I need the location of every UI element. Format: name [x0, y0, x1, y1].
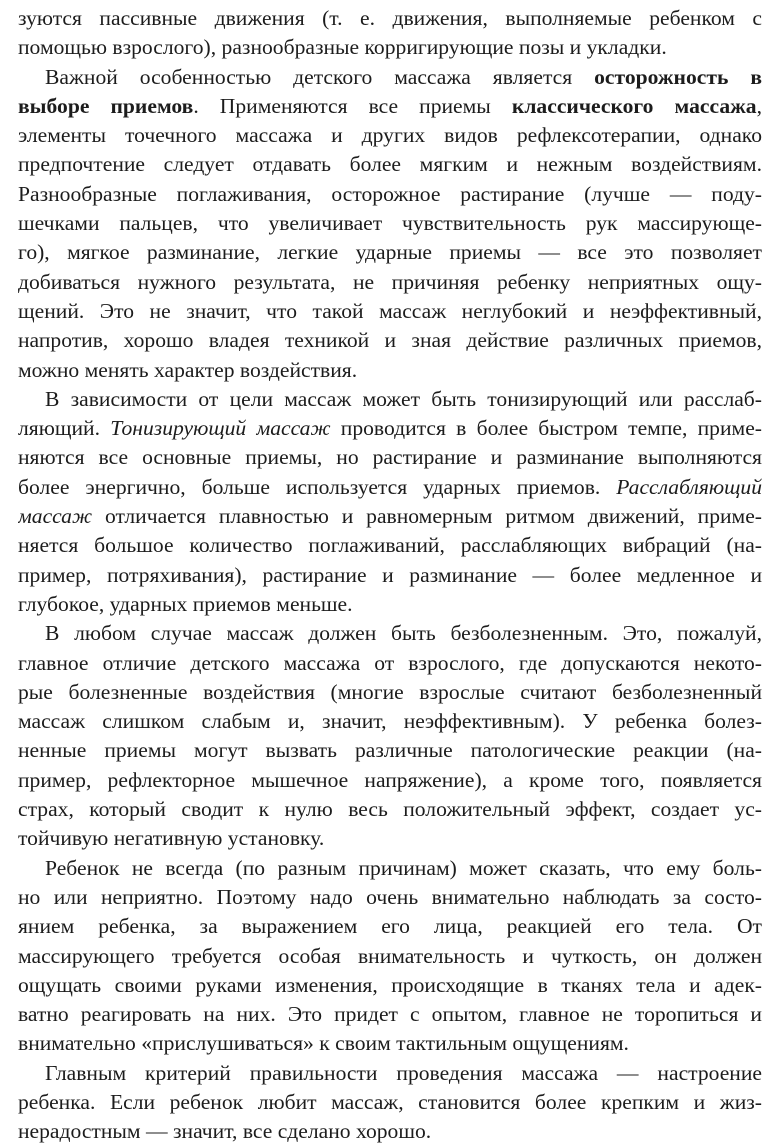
text-line — [18, 385, 762, 414]
text-line — [18, 297, 762, 326]
text-line — [18, 883, 762, 912]
text-line — [18, 326, 762, 355]
text-line — [18, 209, 762, 238]
text-run: глубокое, ударных приемов меньше. — [18, 591, 353, 616]
text-line — [18, 1059, 762, 1088]
text-run: предпочтение следует отдавать более мягким и нежным воздействиям. — [18, 152, 762, 177]
text-line — [18, 1088, 762, 1117]
text-run: щений. Это не значит, что такой массаж неглубокий и неэффективный, — [18, 298, 762, 323]
text-run: ляющий. — [18, 416, 111, 441]
text-run: янием ребенка, за выражением его лица, реакцией его тела. От — [18, 914, 762, 939]
text-run: няются все основные приемы, но растирание и разминание выполняются — [18, 445, 762, 470]
text-run: В зависимости от цели массаж может быть тонизирующий или расслаб- — [45, 386, 762, 411]
text-run: но или неприятно. Поэтому надо очень внимательно наблюдать за состо- — [18, 884, 762, 909]
text-italic: массаж — [18, 504, 93, 529]
text-line — [18, 707, 762, 736]
text-run: зуются пассивные движения (т. е. движения, выполняемые ребенком с — [18, 6, 762, 30]
text-line — [18, 443, 762, 472]
text-line — [18, 268, 762, 297]
text-run: ребенка. Если ребенок любит массаж, становится более крепким и жиз- — [18, 1089, 762, 1114]
text-run: добиваться нужного результата, не причиняя ребенку неприятных ощу- — [18, 269, 762, 294]
text-bold: классического массажа — [511, 93, 757, 118]
paragraph — [18, 385, 762, 619]
text-line — [18, 619, 762, 648]
text-line — [18, 678, 762, 707]
text-run: Разнообразные поглаживания, осторожное растирание (лучше — поду- — [18, 181, 762, 206]
text-run: массирующего требуется особая внимательность и чуткость, он должен — [18, 943, 762, 968]
text-line — [18, 912, 762, 941]
text-run: внимательно «прислушиваться» к своим тактильным ощущениям. — [18, 1031, 629, 1056]
text-line — [18, 1000, 762, 1029]
text-run: отличается плавностью и равномерным ритмом движений, приме- — [92, 504, 762, 529]
text-line — [18, 1117, 762, 1146]
text-run: го), мягкое разминание, легкие ударные приемы — все это позволяет — [18, 240, 762, 265]
text-bold: осторожность в — [594, 64, 762, 89]
text-run: няется большое количество поглаживаний, расслабляющих вибраций (на- — [18, 533, 762, 558]
paragraph — [18, 1059, 762, 1147]
text-line — [18, 502, 762, 531]
text-run: напротив, хорошо владея техникой и зная действие различных приемов, — [18, 328, 762, 353]
text-line — [18, 1029, 762, 1058]
text-line — [18, 795, 762, 824]
text-run: главное отличие детского массажа от взрослого, где допускаются некото- — [18, 650, 762, 675]
text-italic: Тонизирующий массаж — [110, 416, 331, 441]
text-line — [18, 414, 762, 443]
text-run: ватно реагировать на них. Это придет с опытом, главное не торопиться и — [18, 1002, 762, 1027]
text-line — [18, 150, 762, 179]
text-line — [18, 4, 762, 33]
text-run: помощью взрослого), разнообразные корригирующие позы и укладки. — [18, 35, 667, 60]
text-run: ненные приемы могут вызвать различные патологические реакции (на- — [18, 738, 762, 763]
text-run: проводится в более быстром темпе, приме- — [330, 416, 762, 441]
text-line — [18, 590, 762, 619]
text-bold: выборе приемов — [18, 93, 194, 118]
text-line — [18, 356, 762, 385]
text-run: рые болезненные воздействия (многие взрослые считают безболезненный — [18, 679, 762, 704]
text-line — [18, 854, 762, 883]
text-run: нерадостным — значит, все сделано хорошо. — [18, 1119, 432, 1144]
text-line — [18, 33, 762, 62]
text-run: можно менять характер воздействия. — [18, 357, 358, 382]
paragraph — [18, 63, 762, 385]
text-run: . Применяются все приемы — [193, 93, 512, 118]
text-line — [18, 180, 762, 209]
text-run: массаж слишком слабым и, значит, неэффективным). У ребенка болез- — [18, 709, 762, 734]
text-run: пример, рефлекторное мышечное напряжение), а кроме того, появляется — [18, 767, 762, 792]
text-line — [18, 238, 762, 267]
text-line — [18, 92, 762, 121]
text-run: страх, который сводит к нулю весь положительный эффект, создает ус- — [18, 797, 762, 822]
paragraph — [18, 854, 762, 1059]
text-run: ощущать своими руками изменения, происходящие в тканях тела и адек- — [18, 972, 762, 997]
text-line — [18, 473, 762, 502]
text-run: шечками пальцев, что увеличивает чувствительность рук массирующе- — [18, 211, 762, 236]
text-run: более энергично, больше используется ударных приемов. — [18, 474, 617, 499]
text-line — [18, 649, 762, 678]
text-line — [18, 736, 762, 765]
text-run: Ребенок не всегда (по разным причинам) может сказать, что ему боль- — [45, 855, 762, 880]
text-run: , — [756, 93, 762, 118]
text-line — [18, 561, 762, 590]
text-line — [18, 971, 762, 1000]
text-italic: Расслабляющий — [616, 474, 762, 499]
text-run: Главным критерий правильности проведения массажа — настроение — [45, 1060, 762, 1085]
text-run: элементы точечного массажа и других видов рефлексотерапии, однако — [18, 123, 762, 148]
text-run: пример, потряхивания), растирание и разминание — более медленное и — [18, 562, 762, 587]
text-line — [18, 63, 762, 92]
text-run: В любом случае массаж должен быть безболезненным. Это, пожалуй, — [45, 621, 762, 646]
text-line — [18, 121, 762, 150]
text-run: Важной особенностью детского массажа является — [45, 64, 595, 89]
text-run: тойчивую негативную установку. — [18, 826, 325, 851]
text-line — [18, 766, 762, 795]
text-line — [18, 942, 762, 971]
paragraph — [18, 4, 762, 63]
text-line — [18, 531, 762, 560]
text-line — [18, 824, 762, 853]
paragraph — [18, 619, 762, 853]
